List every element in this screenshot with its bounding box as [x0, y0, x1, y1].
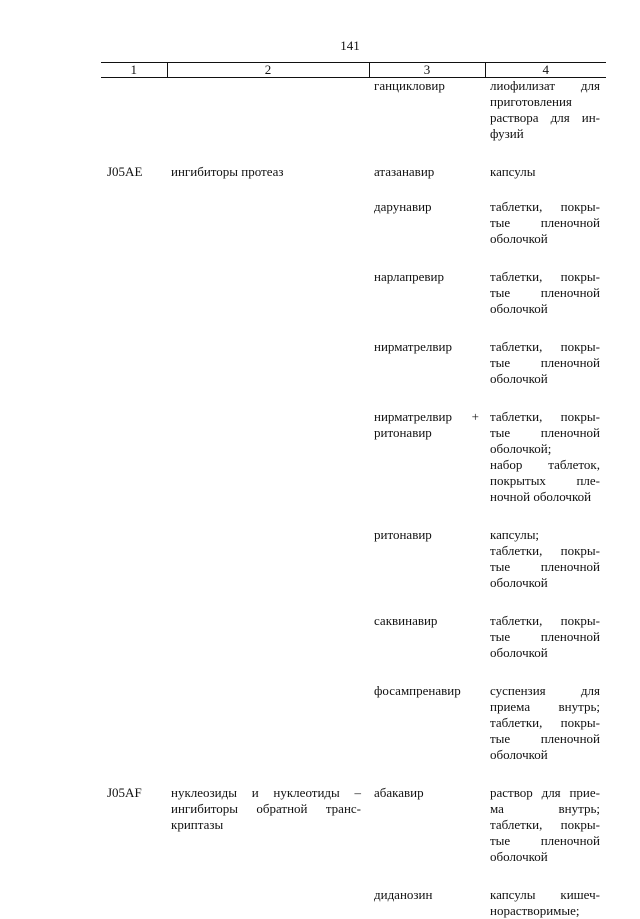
form-line: тые пленочной	[490, 355, 600, 371]
drug-line: атазанавир	[374, 164, 479, 180]
drug-line: диданозин	[374, 887, 479, 903]
atc-code-cell	[101, 683, 167, 785]
column-header-4: 4	[485, 63, 606, 78]
table-row	[101, 527, 606, 613]
form-line: покрытых пле-	[490, 473, 600, 489]
form-line: таблетки, покры-	[490, 199, 600, 215]
form-line: лиофилизат для	[490, 78, 600, 94]
table-row	[101, 613, 606, 683]
medicines-table	[101, 62, 606, 919]
atc-code-cell	[101, 269, 167, 339]
group-line: криптазы	[171, 817, 361, 833]
dosage-form-cell	[485, 527, 606, 613]
table-row	[101, 78, 606, 165]
form-line: оболочкой;	[490, 441, 600, 457]
form-line: оболочкой	[490, 575, 600, 591]
pharmacological-group-cell	[167, 409, 369, 527]
table-body	[101, 78, 606, 919]
form-line: приема внутрь;	[490, 699, 600, 715]
column-header-2: 2	[167, 63, 369, 78]
form-line: тые пленочной	[490, 629, 600, 645]
pharmacological-group-cell	[167, 164, 369, 199]
dosage-form-cell	[485, 78, 606, 165]
dosage-form-cell	[485, 683, 606, 785]
pharmacological-group-cell	[167, 269, 369, 339]
table-row	[101, 409, 606, 527]
drug-name-cell	[369, 269, 485, 339]
form-line: таблетки, покры-	[490, 715, 600, 731]
drug-name-cell	[369, 887, 485, 919]
dosage-form-cell	[485, 887, 606, 919]
drug-name-cell	[369, 613, 485, 683]
form-line: приготовления	[490, 94, 600, 110]
table-row	[101, 199, 606, 269]
form-line: фузий	[490, 126, 600, 142]
table-row	[101, 269, 606, 339]
dosage-form-cell	[485, 164, 606, 199]
form-line: тые пленочной	[490, 285, 600, 301]
form-line: раствор для прие-	[490, 785, 600, 801]
drug-line: саквинавир	[374, 613, 479, 629]
table-row	[101, 887, 606, 919]
atc-code-cell	[101, 339, 167, 409]
drug-name-cell	[369, 683, 485, 785]
table-header-row	[101, 63, 606, 78]
table-row	[101, 785, 606, 887]
drug-name-cell	[369, 527, 485, 613]
drug-name-cell	[369, 164, 485, 199]
form-line: тые пленочной	[490, 425, 600, 441]
atc-code-cell	[101, 527, 167, 613]
form-line: таблетки, покры-	[490, 269, 600, 285]
dosage-form-cell	[485, 339, 606, 409]
form-line: оболочкой	[490, 645, 600, 661]
form-line: ма внутрь;	[490, 801, 600, 817]
form-line: тые пленочной	[490, 215, 600, 231]
group-line: ингибиторы обратной транс-	[171, 801, 361, 817]
atc-code-cell	[101, 887, 167, 919]
pharmacological-group-cell	[167, 527, 369, 613]
table-row	[101, 683, 606, 785]
form-line: раствора для ин-	[490, 110, 600, 126]
drug-line: абакавир	[374, 785, 479, 801]
form-line: ночной оболочкой	[490, 489, 600, 505]
form-line: капсулы;	[490, 527, 600, 543]
drug-name-cell	[369, 199, 485, 269]
dosage-form-cell	[485, 409, 606, 527]
drug-line: нирматрелвир	[374, 339, 479, 355]
drug-name-cell	[369, 785, 485, 887]
drug-line: ритонавир	[374, 425, 479, 441]
table-row	[101, 164, 606, 199]
form-line: таблетки, покры-	[490, 817, 600, 833]
form-line: оболочкой	[490, 849, 600, 865]
form-line: норастворимые;	[490, 903, 600, 919]
drug-line: фосампренавир	[374, 683, 479, 699]
column-header-1: 1	[101, 63, 167, 78]
form-line: оболочкой	[490, 747, 600, 763]
drug-name-cell	[369, 78, 485, 165]
form-line: таблетки, покры-	[490, 409, 600, 425]
pharmacological-group-cell	[167, 785, 369, 887]
form-line: набор таблеток,	[490, 457, 600, 473]
pharmacological-group-cell	[167, 613, 369, 683]
dosage-form-cell	[485, 269, 606, 339]
group-line: нуклеозиды и нуклеотиды –	[171, 785, 361, 801]
drug-name-cell	[369, 409, 485, 527]
pharmacological-group-cell	[167, 339, 369, 409]
form-line: таблетки, покры-	[490, 543, 600, 559]
atc-code-cell: J05AE	[101, 164, 167, 199]
form-line: капсулы кишеч-	[490, 887, 600, 903]
pharmacological-group-cell	[167, 683, 369, 785]
form-line: оболочкой	[490, 371, 600, 387]
form-line: тые пленочной	[490, 559, 600, 575]
form-line: капсулы	[490, 164, 600, 180]
atc-code-cell	[101, 199, 167, 269]
atc-code-cell: J05AF	[101, 785, 167, 887]
form-line: таблетки, покры-	[490, 613, 600, 629]
drug-line: дарунавир	[374, 199, 479, 215]
page-number: 141	[0, 38, 640, 54]
form-line: суспензия для	[490, 683, 600, 699]
dosage-form-cell	[485, 785, 606, 887]
form-line: оболочкой	[490, 301, 600, 317]
drug-name-cell	[369, 339, 485, 409]
table-row	[101, 339, 606, 409]
drug-line: нирматрелвир +	[374, 409, 479, 425]
dosage-form-cell	[485, 613, 606, 683]
form-line: таблетки, покры-	[490, 339, 600, 355]
dosage-form-cell	[485, 199, 606, 269]
atc-code-cell	[101, 409, 167, 527]
form-line: тые пленочной	[490, 833, 600, 849]
pharmacological-group-cell	[167, 199, 369, 269]
drug-line: нарлапревир	[374, 269, 479, 285]
drug-line: ганцикловир	[374, 78, 479, 94]
pharmacological-group-cell	[167, 887, 369, 919]
atc-code-cell	[101, 613, 167, 683]
column-header-3: 3	[369, 63, 485, 78]
pharmacological-group-cell	[167, 78, 369, 165]
group-line: ингибиторы протеаз	[171, 164, 361, 180]
atc-code-cell	[101, 78, 167, 165]
drug-line: ритонавир	[374, 527, 479, 543]
form-line: оболочкой	[490, 231, 600, 247]
form-line: тые пленочной	[490, 731, 600, 747]
